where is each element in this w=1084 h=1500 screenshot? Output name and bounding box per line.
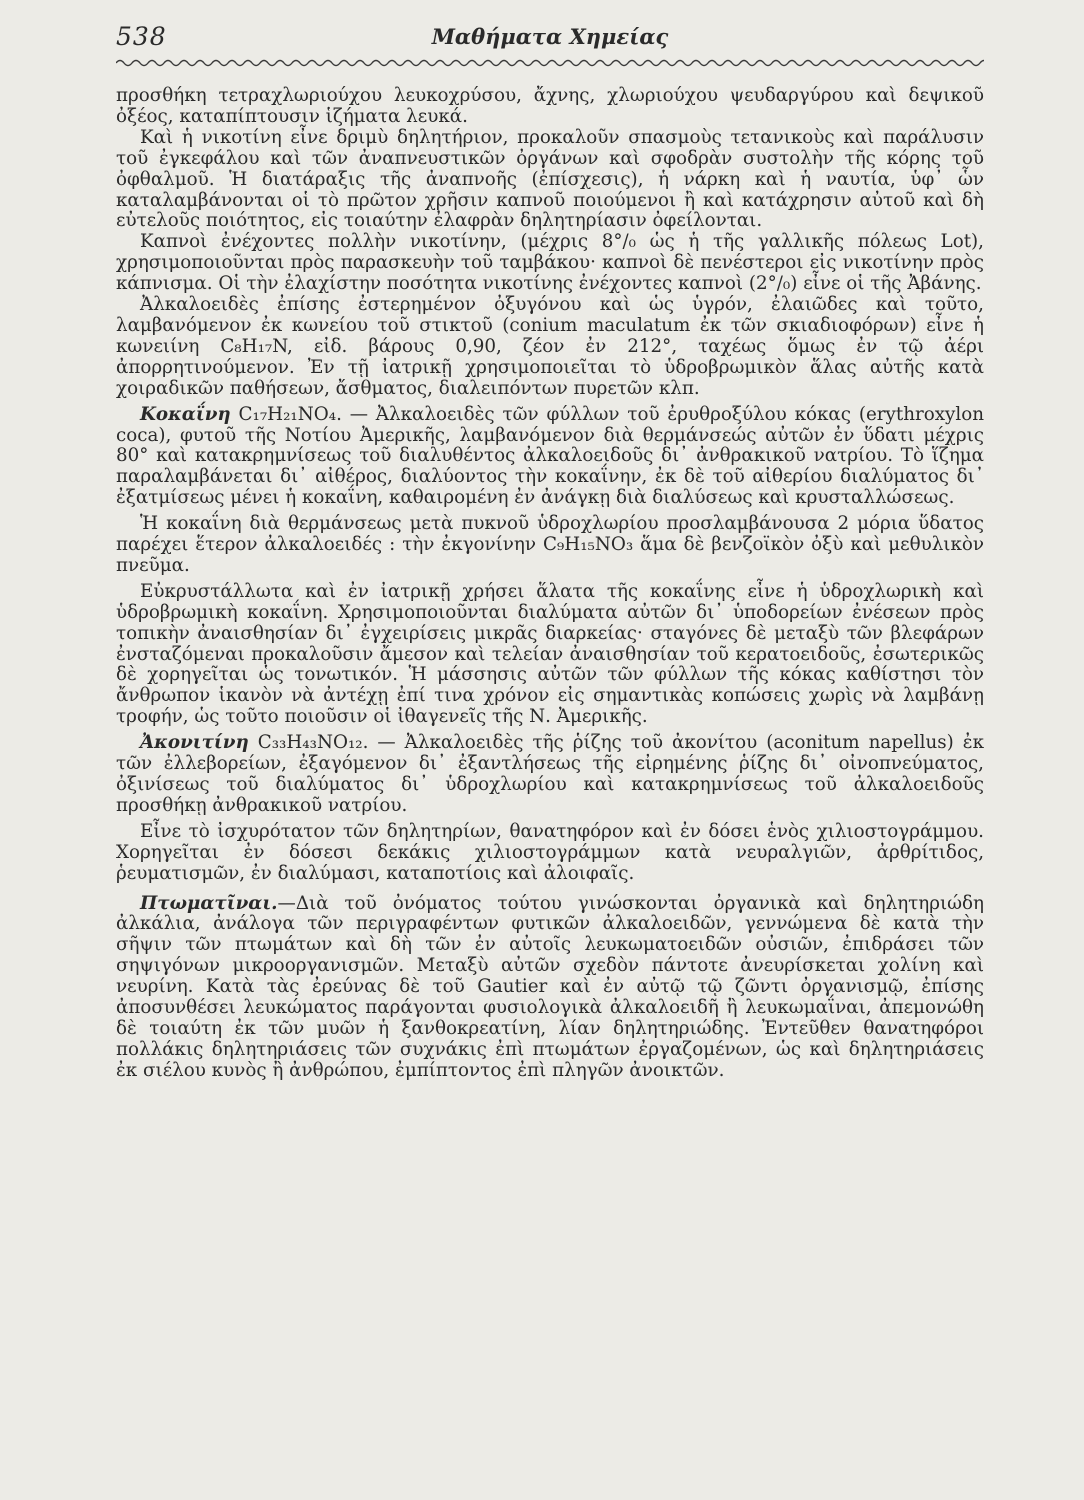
paragraph-heading-cocaine: Κοκαΐνη C₁₇H₂₁NO₄. — Ἀλκαλοειδὲς τῶν φύλλων τοῦ ἐρυθροξύλου κόκας (erythroxylon coca), φυτοῦ τῆς Νοτίου Ἀμερικῆς, λαμβανόμενον διὰ θερμάνσεώς αὐτῶν ἐν ὕδατι μέχρις 80° καὶ κατακρημνίσεως τοῦ διαλυθέντος ἀλκαλοειδοῦς δι᾽ ἀνθρακικοῦ νατρίου. Τὸ ἵζημα παραλαμβάνεται δι᾽ αἰθέρος, διαλύοντος τὴν κοκαΐνην, ἐκ δὲ τοῦ αἰθερίου διαλύματος δι᾽ ἐξατμίσεως μένει ἡ κοκαΐνη, καθαιρομένη ἐν ἀνάγκῃ διὰ διαλύσεως καὶ κρυσταλλώσεως. xyxy=(116,403,984,509)
paragraph: Εὐκρυστάλλωτα καὶ ἐν ἰατρικῇ χρήσει ἅλατα τῆς κοκαΐνης εἶνε ἡ ὑδροχλωρικὴ καὶ ὑδροβρωμικὴ κοκαΐνη. Χρησιμοποιοῦνται διαλύματα αὐτῶν δι᾽ ὑποδορείων ἐνέσεων πρὸς τοπικὴν ἀναισθησίαν δι᾽ ἐγχειρίσεις μικρᾶς διαρκείας· σταγόνες δὲ μεταξὺ τῶν βλεφάρων ἐνσταζόμεναι προκαλοῦσιν ἄμεσον καὶ τελείαν ἀναισθησίαν τοῦ κερατοειδοῦς, ἐσωτερικῶς δὲ χορηγεῖται ὡς τονωτικόν. Ἡ μάσσησις αὐτῶν τῶν φύλλων τῆς κόκας καθίστησι τὸν ἄνθρωπον ἱκανὸν νὰ ἀντέχῃ ἐπί τινα χρόνον εἰς σημαντικὰς κοπώσεις χωρὶς νὰ λαμβάνῃ τροφήν, ὡς τοῦτο ποιοῦσιν οἱ ἰθαγενεῖς τῆς Ν. Ἀμερικῆς. xyxy=(116,580,984,728)
section-heading: Πτωματῖναι. xyxy=(140,892,278,914)
section-heading: Κοκαΐνη xyxy=(140,403,231,425)
paragraph: Καὶ ἡ νικοτίνη εἶνε δριμὺ δηλητήριον, προκαλοῦν σπασμοὺς τετανικοὺς καὶ παράλυσιν τοῦ ἐγκεφάλου καὶ τῶν ἀναπνευστικῶν ὀργάνων καὶ σφοδρὰν συστολὴν τῆς κόρης τοῦ ὀφθαλμοῦ. Ἡ διατάραξις τῆς ἀναπνοῆς (ἐπίσχεσις), ἡ νάρκη καὶ ἡ ναυτία, ὑφ᾽ ὧν καταλαμβάνονται οἱ τὸ πρῶτον χρῆσιν καπνοῦ ποιούμενοι ἢ καὶ κατάχρησιν αὐτοῦ καὶ δὴ εὐτελοῦς ποιότητος, εἰς τοιαύτην ἐλαφρὰν δηλητηρίασιν ὀφείλονται. xyxy=(116,126,984,232)
paragraph: Ἡ κοκαΐνη διὰ θερμάνσεως μετὰ πυκνοῦ ὑδροχλωρίου προσλαμβάνουσα 2 μόρια ὕδατος παρέχει ἕτερον ἀλκαλοειδές : τὴν ἐκγονίνην C₉H₁₅NO₃ ἅμα δὲ βενζοϊκὸν ὀξὺ καὶ μεθυλικὸν πνεῦμα. xyxy=(116,513,984,576)
page-number: 538 xyxy=(116,22,167,51)
page-header xyxy=(116,18,984,58)
paragraph-heading-aconitine: Ἀκονιτίνη C₃₃H₄₃NO₁₂. — Ἀλκαλοειδὲς τῆς ῥίζης τοῦ ἀκονίτου (aconitum napellus) ἐκ τῶν ἐλλεβορείων, ἐξαγόμενον δι᾽ ἐξαντλήσεως τῆς εἰρημένης ῥίζης δι᾽ οἰνοπνεύματος, ὀξινίσεως τοῦ διαλύματος δι᾽ ὑδροχλωρίου καὶ κατακρημνίσεως τοῦ ἀλκαλοειδοῦς προσθήκῃ ἀνθρακικοῦ νατρίου. xyxy=(116,732,984,816)
text-body xyxy=(116,86,984,1082)
paragraph: Καπνοὶ ἐνέχοντες πολλὴν νικοτίνην, (μέχρις 8°/₀ ὡς ἡ τῆς γαλλικῆς πόλεως Lot), χρησιμοποιοῦνται πρὸς παρασκευὴν τοῦ ταμβάκου· καπνοὶ δὲ πενέστεροι εἰς νικοτίνην πρὸς κάπνισμα. Οἱ τὴν ἐλαχίστην ποσότητα νικοτίνης ἐνέχοντες καπνοὶ (2°/₀) εἶνε οἱ τῆς Ἀβάνης. xyxy=(116,231,984,295)
running-title: Μαθήματα Χημείας xyxy=(431,24,669,49)
paragraph: Ἀλκαλοειδὲς ἐπίσης ἐστερημένον ὀξυγόνου καὶ ὡς ὑγρόν, ἐλαιῶδες καὶ τοῦτο, λαμβανόμενον ἐκ κωνείου τοῦ στικτοῦ (conium maculatum ἐκ τῶν σκιαδιοφόρων) εἶνε ἡ κωνειίνη C₈H₁₇N, εἰδ. βάρους 0,90, ζέον ἐν 212°, ταχέως ὅμως ἐν τῷ ἀέρι ἀπορρητινούμενον. Ἐν τῇ ἰατρικῇ χρησιμοποιεῖται τὸ ὑδροβρωμικὸν ἅλας αὐτῆς κατὰ χοιραδικῶν παθήσεων, ἄσθματος, διαλειπόντων πυρετῶν κλπ. xyxy=(116,294,984,399)
section-heading: Ἀκονιτίνη xyxy=(140,732,249,754)
paragraph: προσθήκη τετραχλωριούχου λευκοχρύσου, ἄχνης, χλωριούχου ψευδαργύρου καὶ δεψικοῦ ὀξέος, καταπίπτουσιν ἱζήματα λευκά. xyxy=(116,85,984,127)
paragraph: Εἶνε τὸ ἰσχυρότατον τῶν δηλητηρίων, θανατηφόρον καὶ ἐν δόσει ἑνὸς χιλιοστογράμμου. Χορηγεῖται ἐν δόσεσι δεκάκις χιλιοστογράμμων κατὰ νευραλγιῶν, ἀρθρίτιδος, ῥευματισμῶν, ἐν διαλύμασι, καταποτίοις καὶ ἀλοιφαῖς. xyxy=(116,820,984,884)
paragraph-heading-ptomaines: Πτωματῖναι.—Διὰ τοῦ ὀνόματος τούτου γινώσκονται ὀργανικὰ καὶ δηλητηριώδη ἀλκάλια, ἀνάλογα τῶν περιγραφέντων φυτικῶν ἀλκαλοειδῶν, γεννώμενα δὲ κατὰ τὴν σῆψιν τῶν πτωμάτων καὶ δὴ τῶν ἐν αὐτοῖς λευκωματοειδῶν οὐσιῶν, ἐπιδράσει τῶν σηψιγόνων μικροοργανισμῶν. Μεταξὺ αὐτῶν σχεδὸν πάντοτε ἀνευρίσκεται χολίνη καὶ νευρίνη. Κατὰ τὰς ἐρεύνας δὲ τοῦ Gautier καὶ ἐν αὐτῷ τῷ ζῶντι ὀργανισμῷ, ἐπίσης ἀποσυνθέσει λευκώματος παράγονται φυσιολογικὰ ἀλκαλοειδῆ ἢ λευκωμαΐναι, ἀπεμονώθη δὲ τοιαύτη ἐκ τῶν μυῶν ἡ ξανθοκρεατίνη, λίαν δηλητηριώδης. Ἐντεῦθεν θανατηφόροι πολλάκις δηλητηριάσεις τῶν συχνάκις ἐπὶ πτωμάτων ἐργαζομένων, ὡς καὶ δηλητηριάσεις ἐκ σιέλου κυνὸς ἢ ἀνθρώπου, ἐμπίπτοντος ἐπὶ πληγῶν ἀνοικτῶν. xyxy=(116,892,984,1081)
decorative-wavy-rule xyxy=(116,56,984,70)
